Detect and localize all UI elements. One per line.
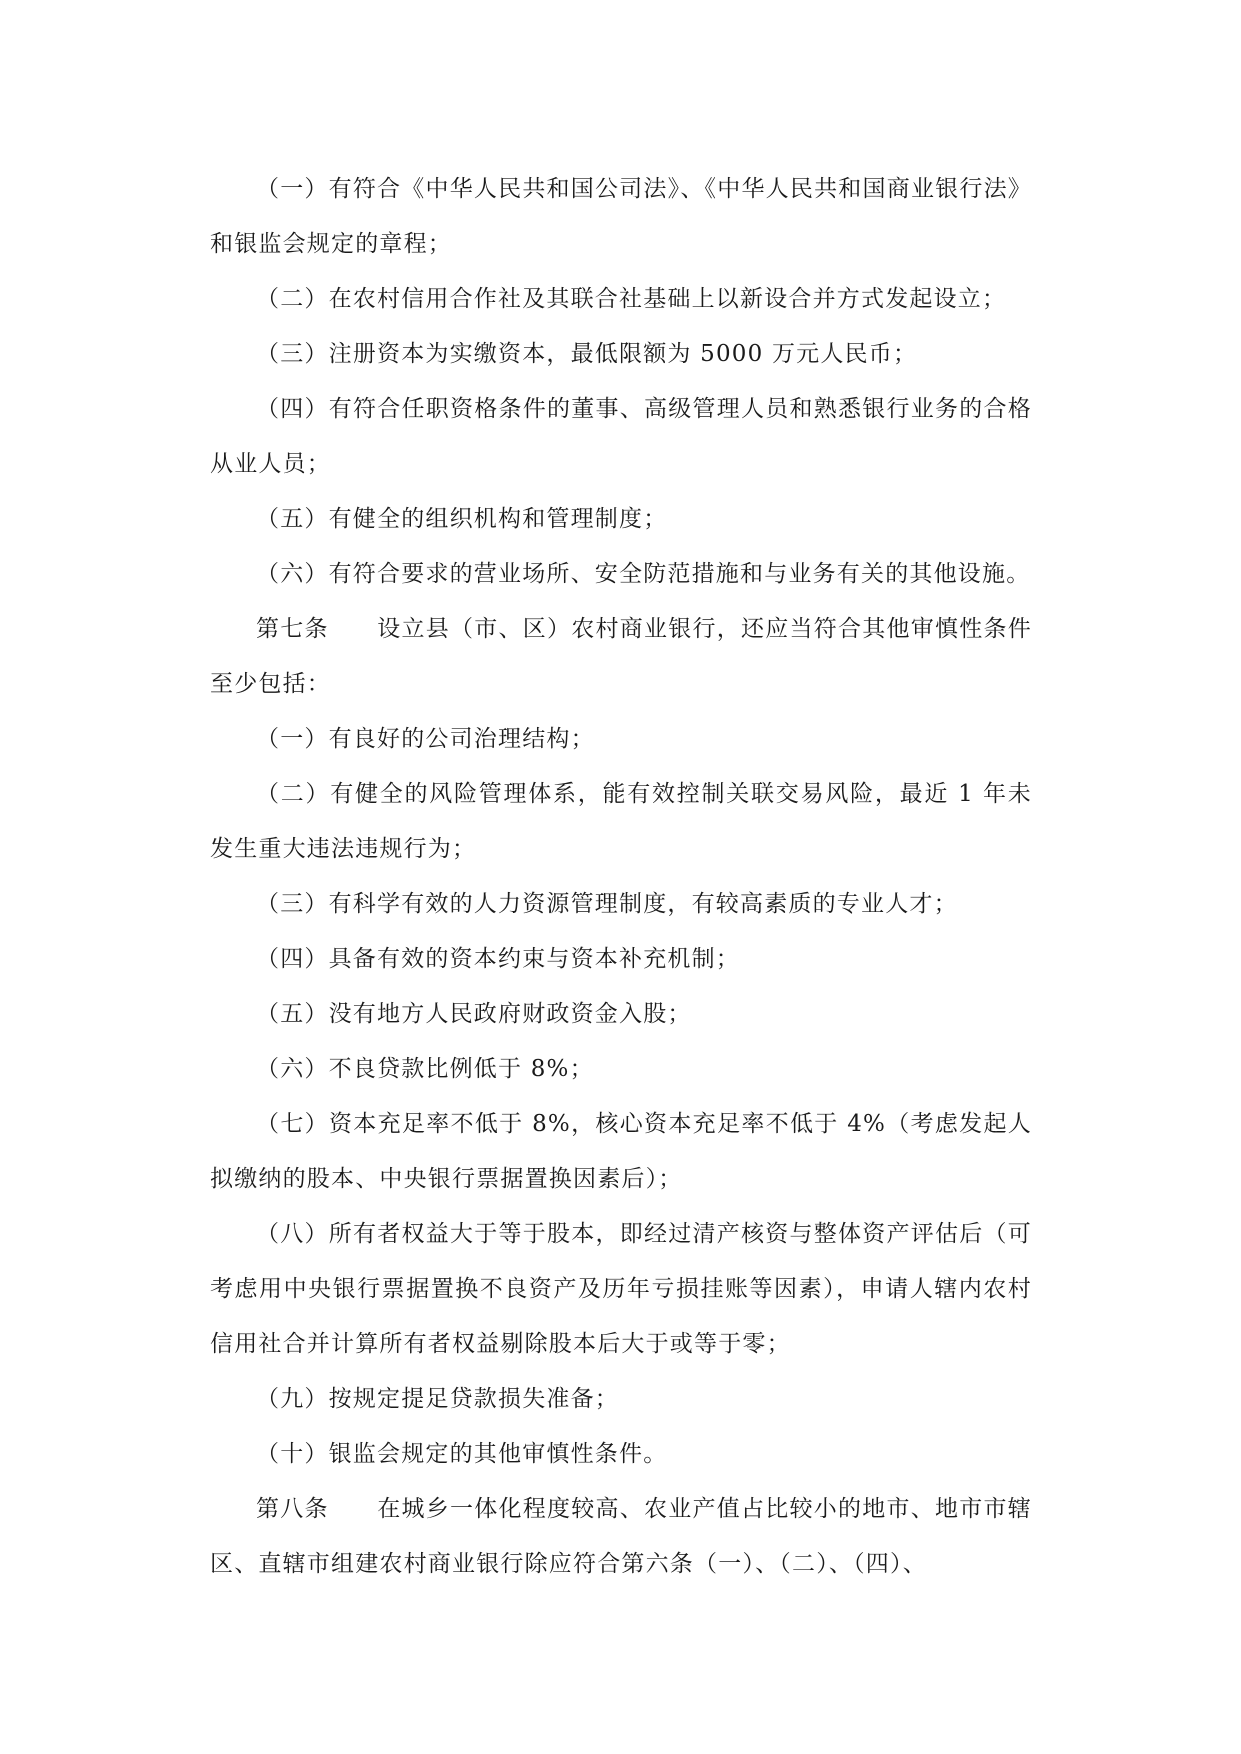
paragraph-article7-item4: （四）具备有效的资本约束与资本补充机制； — [256, 946, 740, 972]
paragraph-article7-item3: （三）有科学有效的人力资源管理制度，有较高素质的专业人才； — [256, 891, 958, 917]
paragraph-article8-heading: 第八条 在城乡一体化程度较高、农业产值占比较小的地市、地市市辖区、直辖市组建农村商业银行除应符合第六条（一）、（二）、（四）、 — [210, 1496, 1032, 1577]
paragraph-article6-item3: （三）注册资本为实缴资本，最低限额为 5000 万元人民币； — [256, 341, 918, 367]
paragraph-article7-heading: 第七条 设立县（市、区）农村商业银行，还应当符合其他审慎性条件至少包括： — [210, 616, 1032, 697]
paragraph-article7-item7: （七）资本充足率不低于 8%，核心资本充足率不低于 4%（考虑发起人拟缴纳的股本、中央银行票据置换因素后）； — [210, 1111, 1032, 1192]
paragraph-article7-item9: （九）按规定提足贷款损失准备； — [256, 1386, 619, 1412]
paragraph-article7-item1: （一）有良好的公司治理结构； — [256, 726, 595, 752]
paragraph-article6-item1: （一）有符合《中华人民共和国公司法》、《中华人民共和国商业银行法》和银监会规定的章程； — [210, 176, 1032, 257]
paragraph-article6-item4: （四）有符合任职资格条件的董事、高级管理人员和熟悉银行业务的合格从业人员； — [210, 396, 1032, 477]
paragraph-article7-item10: （十）银监会规定的其他审慎性条件。 — [256, 1441, 668, 1467]
paragraph-article7-item5: （五）没有地方人民政府财政资金入股； — [256, 1001, 692, 1027]
paragraph-article7-item2: （二）有健全的风险管理体系，能有效控制关联交易风险，最近 1 年未发生重大违法违规行为； — [210, 781, 1032, 862]
document-body — [210, 162, 1032, 1592]
paragraph-article6-item5: （五）有健全的组织机构和管理制度； — [256, 506, 668, 532]
paragraph-article6-item2: （二）在农村信用合作社及其联合社基础上以新设合并方式发起设立； — [256, 286, 1007, 312]
paragraph-article6-item6: （六）有符合要求的营业场所、安全防范措施和与业务有关的其他设施。 — [256, 561, 1031, 587]
paragraph-article7-item8: （八）所有者权益大于等于股本，即经过清产核资与整体资产评估后（可考虑用中央银行票据置换不良资产及历年亏损挂账等因素），申请人辖内农村信用社合并计算所有者权益剔除股本后大于或等于零； — [210, 1221, 1032, 1357]
paragraph-article7-item6: （六）不良贷款比例低于 8%； — [256, 1056, 594, 1082]
